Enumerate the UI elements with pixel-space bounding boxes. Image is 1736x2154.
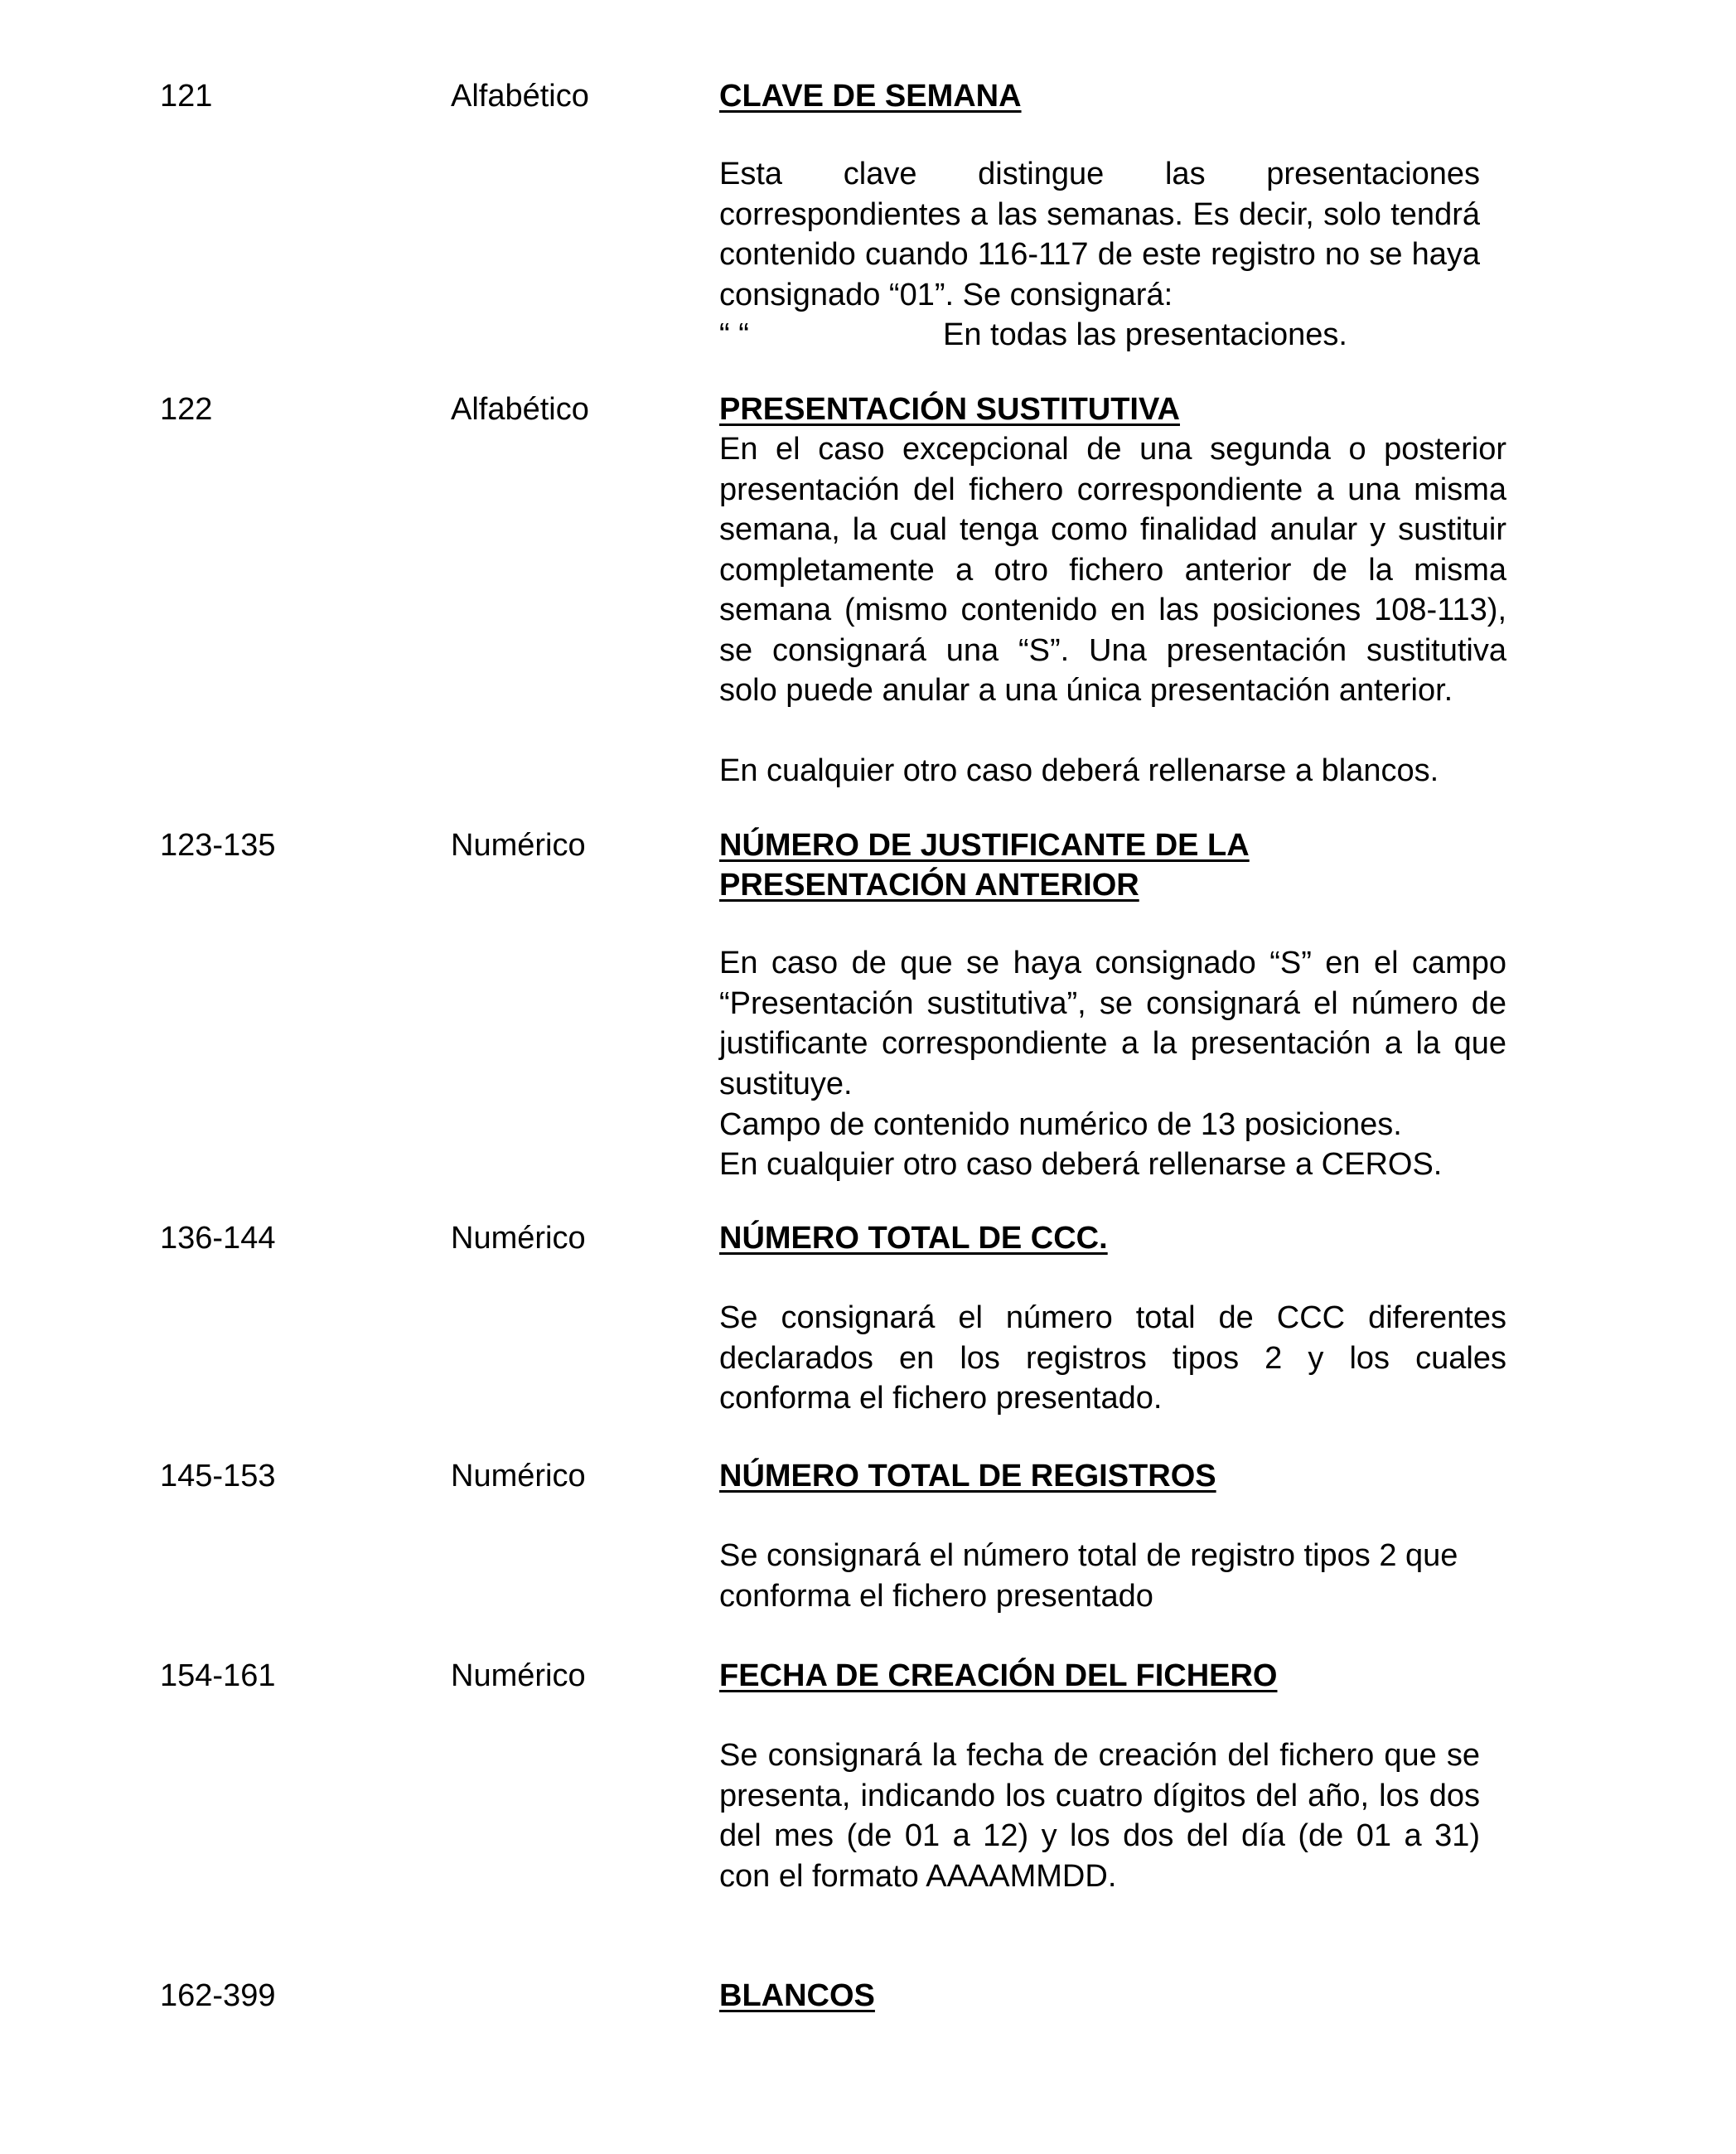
field-description-note: En cualquier otro caso deberá rellenarse a CEROS. [719, 1147, 1443, 1182]
value-meaning: En todas las presentaciones. [943, 317, 1347, 352]
field-description: Se consignará la fecha de creación del fichero que se presenta, indicando los cuatro dígitos del año, los dos del mes (de 01 a 12) y los dos del día (de 01 a 31) con el formato AAAAMMDD. [719, 1738, 1480, 1894]
field-description: En el caso excepcional de una segunda o posterior presentación del fichero correspondiente a una misma semana, la cual tenga como finalidad anular y sustituir completamente a otro fichero anterior de la misma semana (mismo contenido en las posiciones 108-113), se consignará una “S”. Una presentación sustitutiva solo puede anular a una única presentación anterior. [719, 432, 1506, 708]
field-type: Alfabético [451, 392, 589, 427]
field-position: 162-399 [160, 1978, 276, 2013]
field-type: Numérico [451, 1221, 586, 1256]
field-type: Numérico [451, 1658, 586, 1693]
field-title-line-2: PRESENTACIÓN ANTERIOR [719, 868, 1139, 903]
field-type: Numérico [451, 1459, 586, 1493]
field-title: PRESENTACIÓN SUSTITUTIVA [719, 392, 1180, 427]
field-title-line-1: NÚMERO DE JUSTIFICANTE DE LA [719, 828, 1250, 863]
field-position: 122 [160, 392, 213, 427]
field-position: 136-144 [160, 1221, 276, 1256]
field-type: Alfabético [451, 79, 589, 114]
field-title: NÚMERO TOTAL DE CCC. [719, 1221, 1108, 1256]
value-code: “ “ [719, 317, 749, 352]
field-position: 145-153 [160, 1459, 276, 1493]
field-title: CLAVE DE SEMANA [719, 79, 1022, 114]
field-title: NÚMERO TOTAL DE REGISTROS [719, 1459, 1216, 1493]
field-description: Esta clave distingue las presentaciones correspondientes a las semanas. Es decir, solo tendrá contenido cuando 116-117 de este registro no se haya consignado “01”. Se consignará: [719, 157, 1480, 312]
field-title: FECHA DE CREACIÓN DEL FICHERO [719, 1658, 1278, 1693]
field-description: Se consignará el número total de registro tipos 2 que conforma el fichero presentado [719, 1538, 1458, 1614]
field-description: En caso de que se haya consignado “S” en el campo “Presentación sustitutiva”, se consignará el número de justificante correspondiente a la presentación a la que sustituye. [719, 946, 1506, 1101]
field-position: 154-161 [160, 1658, 276, 1693]
field-description: Se consignará el número total de CCC diferentes declarados en los registros tipos 2 y los cuales conforma el fichero presentado. [719, 1300, 1506, 1416]
field-description-note: En cualquier otro caso deberá rellenarse a blancos. [719, 753, 1439, 788]
field-position: 123-135 [160, 828, 276, 863]
field-title: BLANCOS [719, 1978, 875, 2013]
field-description-note: Campo de contenido numérico de 13 posiciones. [719, 1107, 1402, 1142]
field-position: 121 [160, 79, 213, 114]
field-type: Numérico [451, 828, 586, 863]
